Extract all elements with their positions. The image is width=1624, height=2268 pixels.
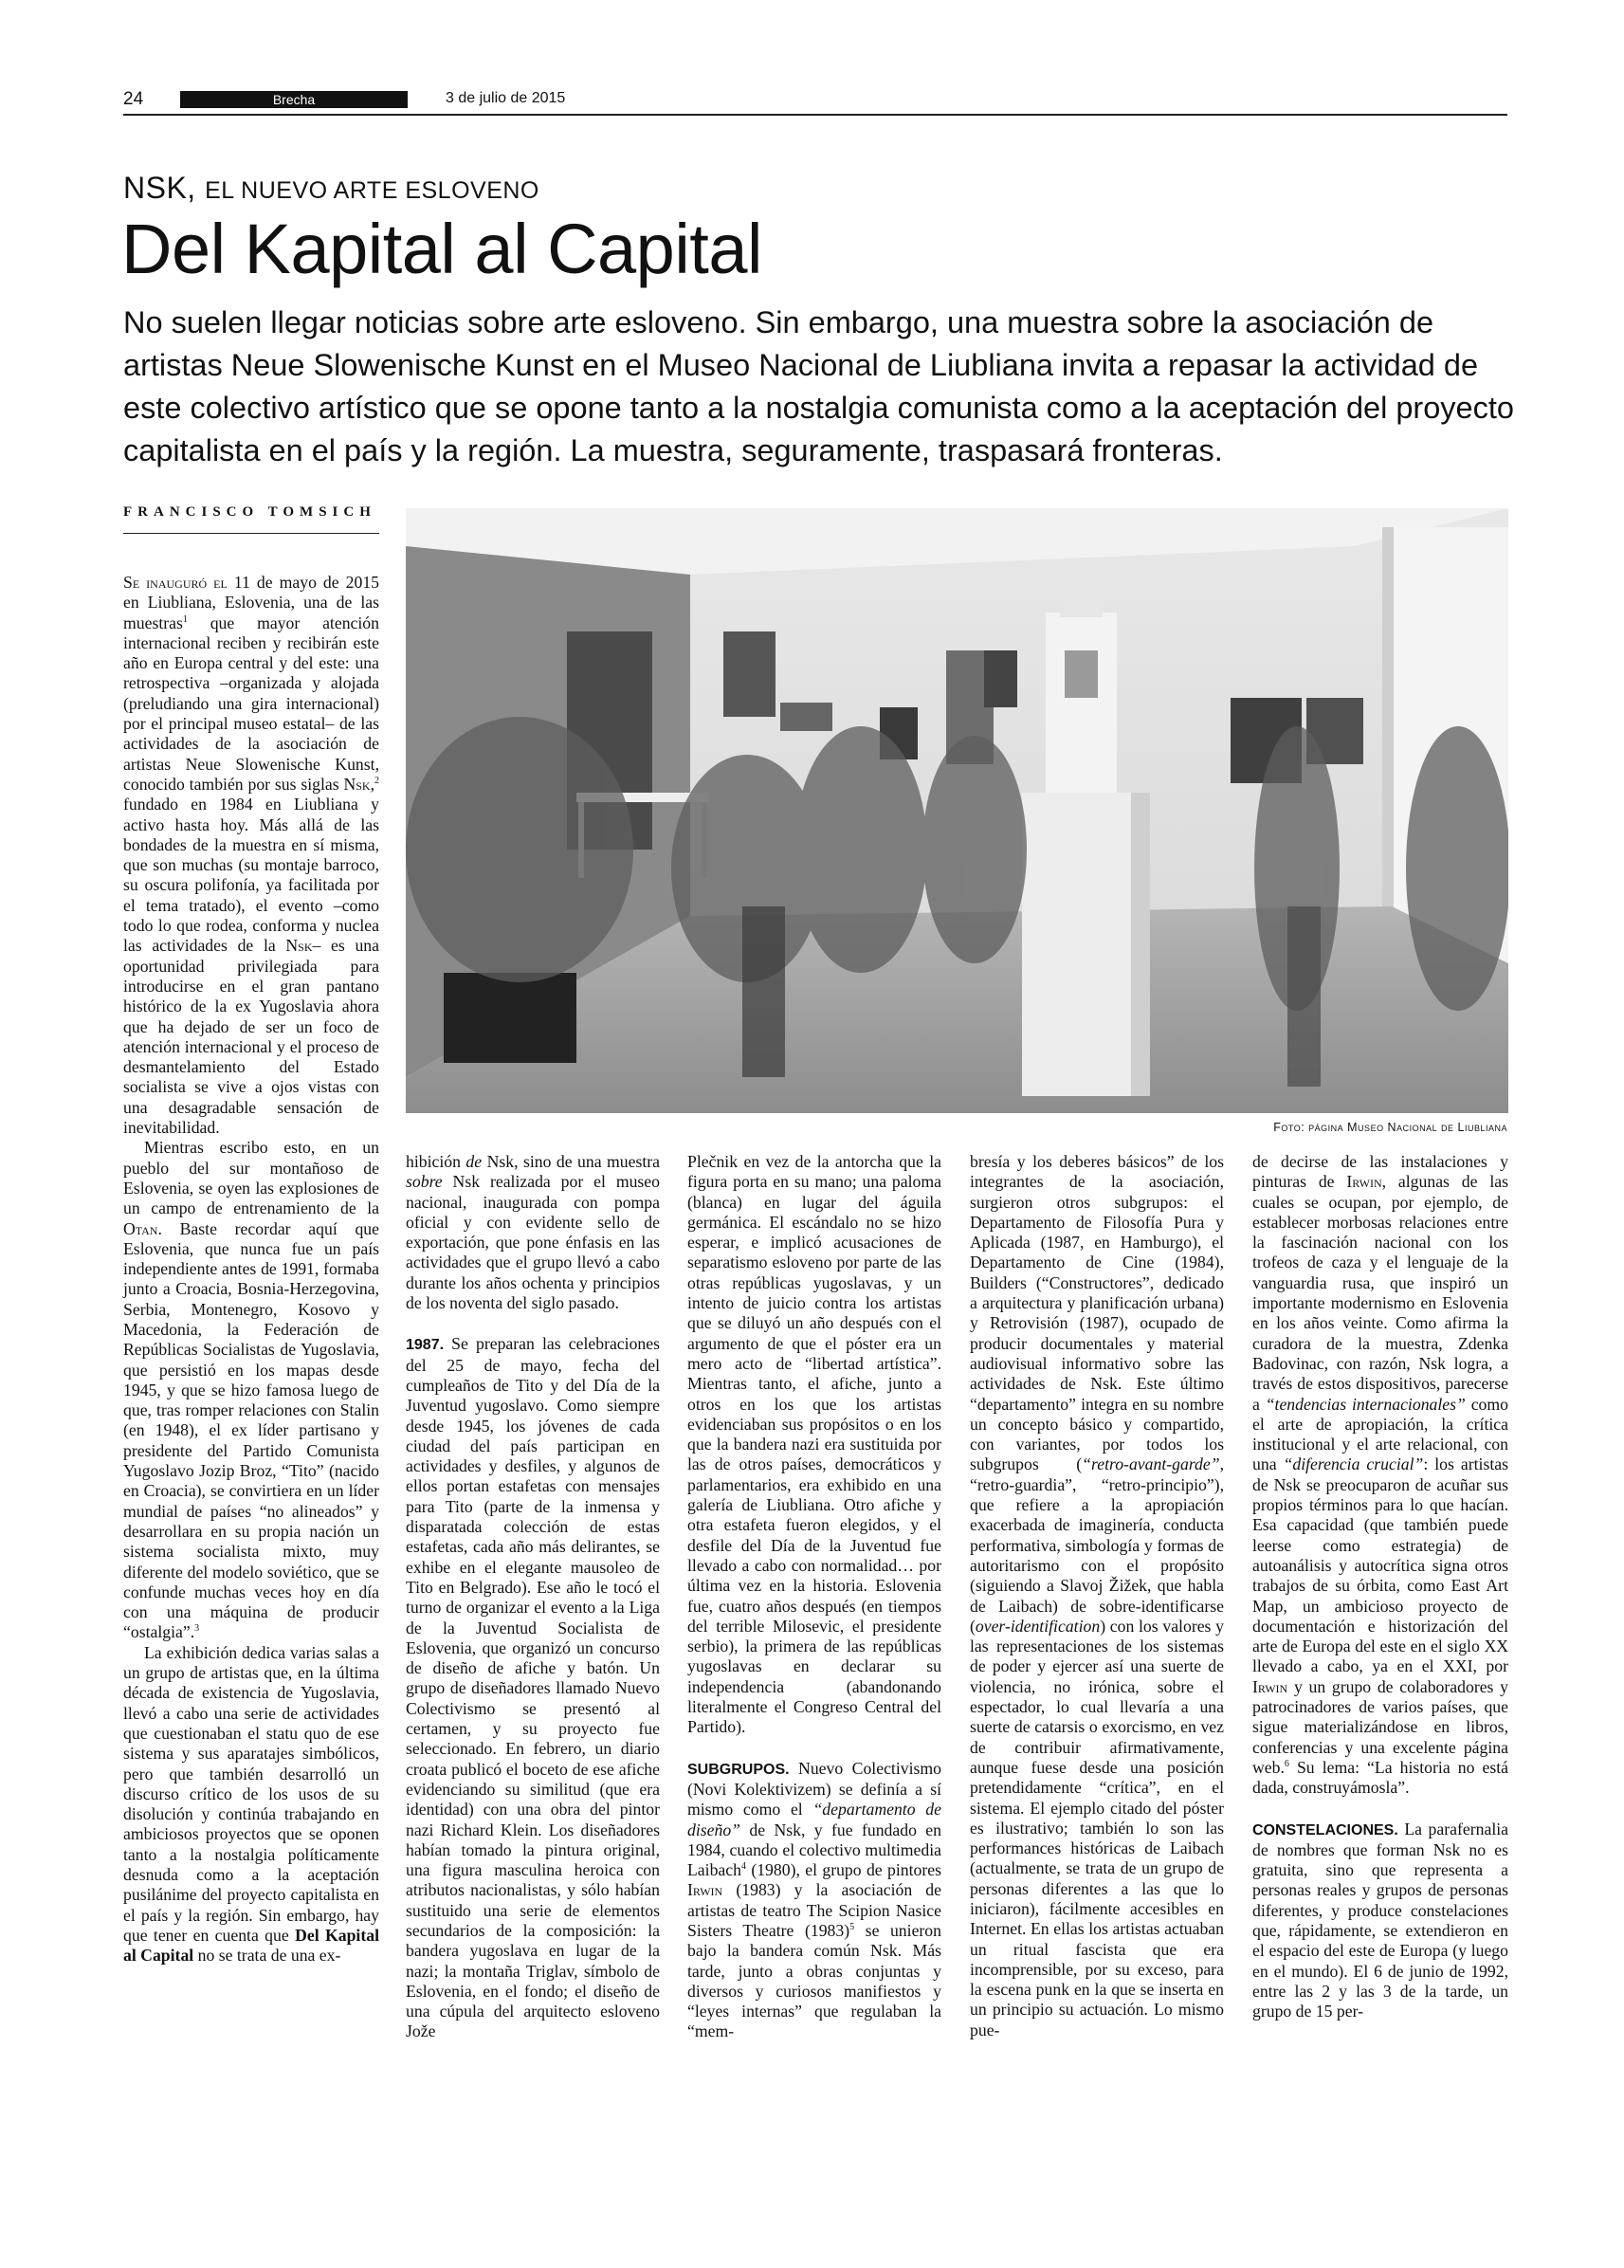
- text-run: La parafernalia de nombres que forman Nsk no es gratuita, sino que representa a personas reales y grupos de personas diferentes, y produce constelaciones que, rápidamente, se extendieron en el espacio del este de Europa (y luego en el mundo). El 6 de junio de 1992, entre las 2 y las 3 de la tarde, un grupo de 15 per-: [1252, 1819, 1508, 2021]
- text-run: que mayor atención internacional reciben y recibirán este año en Europa central y del este: una retrospectiva –organizada y alojada (preludiando una gira internacional) por el principal museo estatal– de las actividades de la asociación de artistas Neue Slowenische Kunst, conocido también por sus siglas: [123, 613, 379, 794]
- paragraph: [406, 1152, 660, 1313]
- text-run: . Baste recordar aquí que Eslovenia, que nunca fue un país independiente antes de 1991, formaba junto a Croacia, Bosnia-Herzegovina, Serbia, Montenegro, Kosovo y Macedonia, la Federación de Repúblicas Socialistas de Yugoslavia, que persistió en los mapas desde 1945, y que se hizo famosa luego de que, tras romper relaciones con Stalin (en 1948), el ex líder partisano y presidente del Partido Comunista Yugoslavo Jozip Broz, “Tito” (nacido en Croacia), se convirtiera en un líder mundial de países “no alineados” y desarrollara en su propia nación un sistema socialista mixto, muy diferente del modelo soviético, que se confunde muchas veces hoy en día con una máquina de producir “ostalgia”.: [123, 1218, 379, 1642]
- paragraph: [1252, 1820, 1508, 2022]
- text-run: bresía y los deberes básicos” de los integrantes de la asociación, surgieron otros subgrupos: el Departamento de Filosofía Pura y Aplicada (1987, en Hamburgo), el Departamento de Cine (1984), Builders (“Constructores”, dedicado a arquitectura y planificación urbana) y Retrovisión (1987), ocupado de producir documentales y material audiovisual informativo sobre las actividades de Nsk. Este último “departamento” integra en su nombre un concepto básico y compartido, con variantes, por todos los subgrupos (: [970, 1152, 1224, 1474]
- text-run: Mientras escribo esto, en un pueblo del sur montañoso de Eslovenia, se oyen las explosiones de un campo de entrenamiento de la: [123, 1138, 379, 1218]
- footnote-ref: 6: [1284, 1759, 1289, 1770]
- text-run: , algunas de las cuales se ocupan, por ejemplo, de establecer morbosas relaciones entre la fascinación nacional con los trofeos de caza y el lenguaje de la vanguardia rusa, que inspiró un importante modernismo en Eslovenia en los años veinte. Como afirma la curadora de la muestra, Zdenka Badovinac, con razón, Nsk logra, a través de estos dispositivos, parecerse a: [1252, 1172, 1508, 1414]
- acronym: Otan: [123, 1218, 158, 1238]
- article-lead: No suelen llegar noticias sobre arte esloveno. Sin embargo, una muestra sobre la asociación de artistas Neue Slowenische Kunst en el Museo Nacional de Liubliana invita a repasar la actividad de este colectivo artístico que se opone tanto a la nostalgia comunista como a la aceptación del proyecto capitalista en el país y la región. La muestra, seguramente, traspasará fronteras.: [123, 305, 1514, 467]
- subheading-constelaciones: CONSTELACIONES.: [1252, 1821, 1398, 1838]
- column-1: [123, 573, 379, 1966]
- article-title: Del Kapital al Capital: [121, 210, 762, 288]
- page-header: [123, 87, 1507, 116]
- paragraph: [1252, 1152, 1508, 1799]
- text-run: se unieron bajo la bandera común Nsk. Más tarde, junto a obras conjuntas y diversos y curiosos manifiestos y “leyes internas” que regulaban la “mem-: [687, 1920, 941, 2041]
- photo-caption: [948, 1121, 1507, 1134]
- paragraph: [406, 1334, 660, 2041]
- paragraph: [687, 1759, 941, 2042]
- emphasis: sobre: [406, 1172, 443, 1192]
- paragraph: [687, 1152, 941, 1738]
- footnote-ref: 4: [740, 1861, 746, 1873]
- emphasis: “diferencia crucial”: [1283, 1454, 1424, 1474]
- column-2: [406, 1152, 660, 2042]
- emphasis: “departamento de diseño”: [687, 1800, 941, 1839]
- photo-caption-text: Foto: página Museo Nacional de Liubliana: [1273, 1121, 1507, 1134]
- column-3: [687, 1152, 941, 2042]
- section-year: 1987.: [406, 1337, 445, 1354]
- text-run: hibición: [406, 1152, 466, 1171]
- text-run: (1983) y la asociación de artistas de teatro The Scipion Nasice Sisters Theatre (1983): [687, 1880, 941, 1940]
- text-run: de Nsk, y fue fundado en 1984, cuando el colectivo multimedia Laibach: [687, 1820, 941, 1880]
- text-run: : los artistas de Nsk se preocuparon de acuñar sus propios términos para lo que hacían. Esa capacidad (que también puede leerse como estrategia) de autoanálisis y autocrítica signa otros trabajos de su órbita, como East Art Map, un ambicioso proyecto de documentación e historización del arte de Europa del este en el siglo XX llevado a cabo, ya en el XXI, por: [1252, 1454, 1508, 1676]
- text-run: Su lema: “La historia no está dada, construyámosla”.: [1252, 1757, 1508, 1798]
- footnote-ref: 1: [182, 613, 188, 625]
- bold-title-ref: Del Kapital al Capital: [123, 1925, 379, 1966]
- article-kicker: [123, 171, 539, 206]
- text-run: Se preparan las celebraciones del 25 de mayo, fecha del cumpleaños de Tito y del Día de la Juventud yugoslavo. Como siempre desde 1945, los jóvenes de cada ciudad del país participan en actividades y desfiles, y algunos de ellos portan estafetas con mensajes para Tito (parte de la inmensa y disparatada colección de estas estafetas, cada año más delirantes, se exhibe en el elegante mausoleo de Tito en Belgrado). Ese año le tocó el turno de organizar el evento a la Liga de la Juventud Socialista de Eslovenia, que organizó un concurso de diseño de afiche y batón. Un grupo de diseñadores llamado Nuevo Colectivismo se presentó al certamen, y su proyecto fue seleccionado. En febrero, un diario croata publicó el boceto de ese afiche evidenciando su similitud (que era identidad) con una obra del pintor nazi Richard Klein. Los diseñadores habían tomado la pintura original, una figura masculina heroica con atributos nacionalistas, y sólo habían sustituido una serie de elementos secundarios de la composición: la bandera yugoslava en lugar de la nazi; la montaña Triglav, símbolo de Eslovenia, en el fondo; el diseño de una cúpula del arquitecto esloveno Jože: [406, 1334, 660, 2041]
- gallery-photo-illustration: [406, 508, 1508, 1113]
- footnote-ref: 3: [194, 1623, 200, 1635]
- text-run: y un grupo de colaboradores y patrocinadores de varios países, que sigue materializándose en libros, conferencias y una excelente página web.: [1252, 1676, 1508, 1777]
- text-run: Nsk realizada por el museo nacional, inaugurada con pompa oficial y con evidente sello de exportación, que pone énfasis en las actividades que el grupo llevó a cabo durante los años ochenta y principios de los noventa del siglo pasado.: [406, 1172, 660, 1313]
- footnote-ref: 2: [374, 776, 379, 787]
- emphasis: over-identification: [975, 1616, 1101, 1636]
- kicker-rest: EL NUEVO ARTE ESLOVENO: [205, 177, 539, 204]
- acronym: Nsk,: [343, 774, 374, 794]
- text-run: 11 de mayo de 2015 en Liubliana, Eslovenia, una de las muestras: [123, 573, 380, 632]
- page-number: 24: [123, 89, 144, 109]
- text-run: Plečnik en vez de la antorcha que la figura porta en su mano; una paloma (blanca) en lugar del águila germánica. El escándalo no se hizo esperar, e implicó acusaciones de separatismo esloveno por parte de las otras repúblicas yugoslavas, y un intento de juicio contra los artistas que se diluyó un año después con el argumento de que el póster era un mero acto de “libertad artística”. Mientras tanto, el afiche, junto a otros en los que los artistas evidenciaban sus propósitos o en los que la bandera nazi era sustituida por las de otros países, democráticos y parlamentarios, era exhibido en una galería de Liubliana. Otro afiche y otra estafeta fueron elegidos, y el desfile del Día de la Juventud fue llevado a cabo con normalidad… por última vez en la historia. Eslovenia fue, cuatro años después (en tiempos del terrible Milosevic, el presidente serbio), la primera de las repúblicas yugoslavas en declarar su independencia (abandonando literalmente el Congreso Central del Partido).: [687, 1152, 941, 1737]
- emphasis: “tendencias internacionales”: [1265, 1394, 1466, 1414]
- acronym: Irwin: [687, 1880, 723, 1900]
- author-byline: FRANCISCO TOMSICH: [123, 504, 379, 534]
- text-run: no se trata de una ex-: [193, 1946, 341, 1966]
- text-run: , “retro-guardia”, “retro-principio”), que refiere a la apropiación exacerbada de imaginería, conducta performativa, simbología y formas de autoritarismo con el propósito (siguiendo a Slavoj Žižek, que habla de Laibach) de sobre-identificarse (: [970, 1454, 1224, 1636]
- acronym: Irwin: [1346, 1172, 1382, 1192]
- text-run: Nsk, sino de una muestra: [482, 1152, 660, 1171]
- text-run: La exhibición dedica varias salas a un grupo de artistas que, en la última década de existencia de Yugoslavia, llevó a cabo una serie de actividades que cuestionaban el statu quo de ese sistema y sus aparatajes simbólicos, pero que también desarrolló un discurso crítico de los usos de su disolución y continúa trabajando en ambiciosos proyectos que se oponen tanto a la nostalgia políticamente desnuda como a la aceptación pusilánime del proyecto capitalista en el país y la región. Sin embargo, hay que tener en cuenta que: [123, 1642, 379, 1945]
- emphasis: de: [465, 1152, 483, 1171]
- emphasis: “retro-avant-garde”: [1082, 1454, 1220, 1474]
- acronym: Nsk: [285, 936, 313, 956]
- paragraph: [970, 1152, 1224, 2040]
- footnote-ref: 5: [849, 1922, 855, 1933]
- paragraph: [123, 573, 379, 1138]
- text-run: como el arte de apropiación, la crítica institucional y el arte relacional, con una: [1252, 1394, 1508, 1474]
- text-run: ) con los valores y las representaciones de los sistemas de poder y ejercer así una suerte de violencia, no irónica, sobre el espectador, lo cual llevaría a una suerte de catarsis o exorcismo, en vez de contribuir afirmativamente, aunque fuese desde una posición pretendidamente “crítica”, en el sistema. El ejemplo citado del póster es ilustrativo; también lo son las performances históricas de Laibach (actualmente, se trata de un grupo de personas diferentes a las que lo iniciaron), fácilmente accesibles en Internet. En ellas los artistas actuaban un ritual fascista que era incomprensible, por su exceso, para la escena punk en la que se inserta en un principio su actuación. Lo mismo pue-: [970, 1616, 1224, 2039]
- text-run: fundado en 1984 en Liubliana y activo hasta hoy. Más allá de las bondades de la muestra en sí misma, que son muchas (su montaje barroco, su oscura polifonía, ya facilitada por el tema tratado), el evento –como todo lo que rodea, conforma y nuclea las actividades de la: [123, 795, 379, 956]
- text-run: – es una oportunidad privilegiada para introducirse en el gran pantano histórico de la ex Yugoslavia ahora que ha dejado de ser un foco de atención internacional y el proceso de desmantelamiento del Estado socialista se vive a ojos vistas con una desagradable sensación de inevitabilidad.: [123, 936, 379, 1138]
- paragraph: [123, 1643, 379, 1966]
- kicker-nsk: NSK,: [123, 171, 196, 205]
- text-run: (1980), el grupo de pintores: [745, 1860, 941, 1880]
- publication-name: Brecha: [180, 91, 408, 108]
- paragraph-lead-in: Se inauguró el: [123, 573, 228, 592]
- text-run: Nuevo Colectivismo (Novi Kolektivizem) se definía a sí mismo como el: [687, 1758, 941, 1820]
- exhibition-photo: [406, 508, 1508, 1113]
- column-4: [970, 1152, 1224, 2040]
- paragraph: [123, 1138, 379, 1642]
- subheading-subgrupos: SUBGRUPOS.: [687, 1761, 790, 1778]
- issue-date: 3 de julio de 2015: [446, 90, 566, 106]
- acronym: Irwin: [1252, 1676, 1288, 1696]
- column-5: [1252, 1152, 1508, 2021]
- text-run: de decirse de las instalaciones y pinturas de: [1252, 1152, 1508, 1192]
